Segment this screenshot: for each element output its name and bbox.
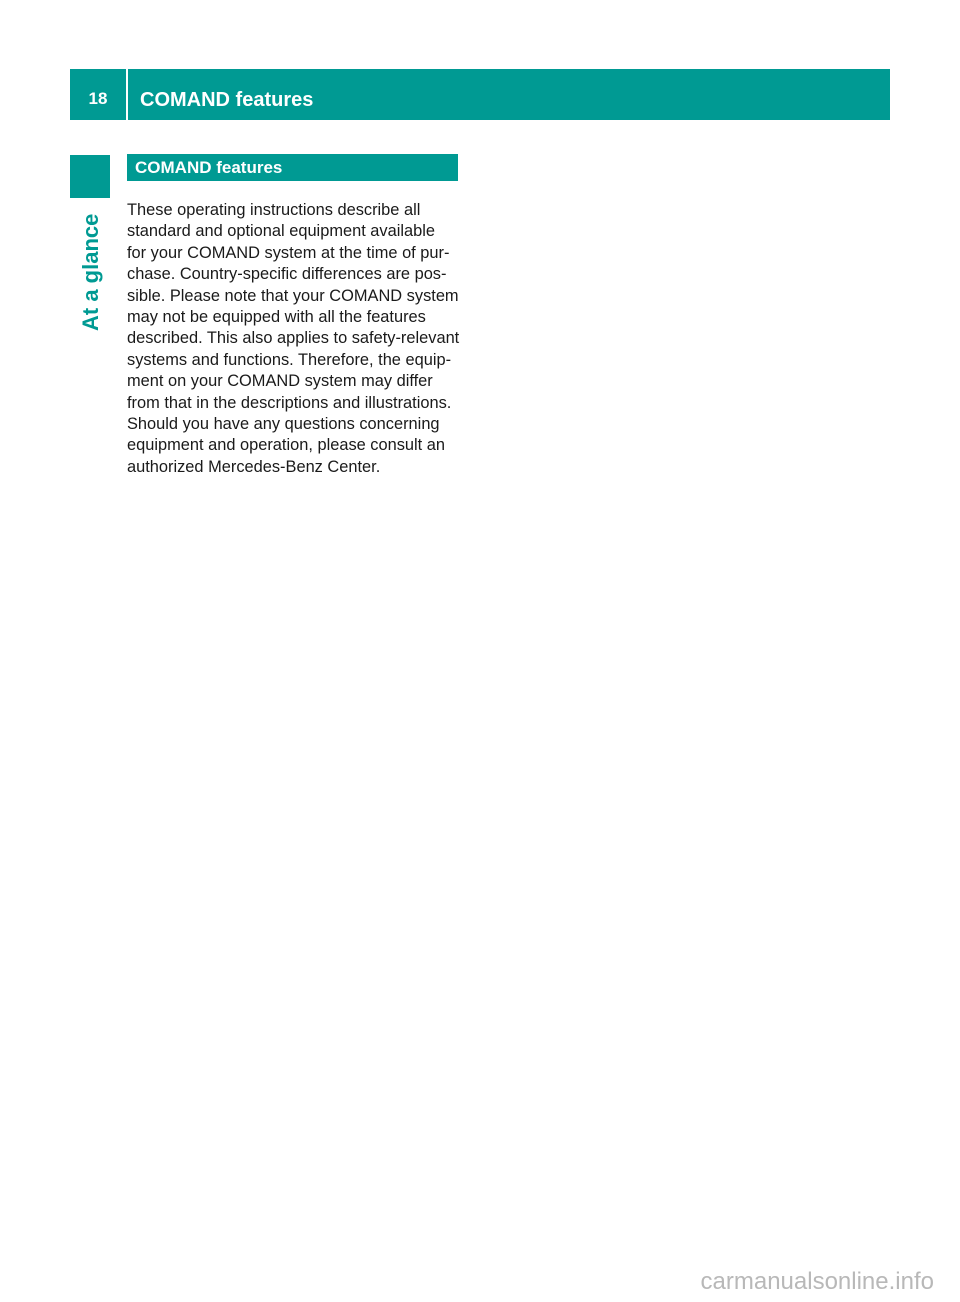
body-line: chase. Country-specific differences are pos- bbox=[127, 265, 447, 284]
side-tab-label: At a glance bbox=[78, 213, 103, 331]
chapter-title: COMAND features bbox=[140, 89, 314, 111]
watermark: carmanualsonline.info bbox=[700, 1268, 934, 1295]
section-body bbox=[127, 200, 467, 478]
side-tab-marker bbox=[70, 155, 110, 198]
body-line: ment on your COMAND system may differ bbox=[127, 372, 433, 391]
body-line: systems and functions. Therefore, the equip- bbox=[127, 350, 452, 369]
header-divider bbox=[126, 69, 128, 120]
body-line: These operating instructions describe all bbox=[127, 201, 421, 219]
body-line: for your COMAND system at the time of pur- bbox=[127, 243, 450, 262]
body-line: equipment and operation, please consult an bbox=[127, 436, 446, 455]
header-bar bbox=[70, 69, 890, 120]
body-line: described. This also applies to safety-relevant bbox=[127, 329, 460, 348]
body-line: sible. Please note that your COMAND system bbox=[127, 286, 459, 305]
body-line: authorized Mercedes-Benz Center. bbox=[127, 457, 381, 476]
page-number: 18 bbox=[88, 89, 108, 108]
body-line: Should you have any questions concerning bbox=[127, 414, 440, 433]
section-heading: COMAND features bbox=[127, 154, 458, 181]
body-line: from that in the descriptions and illustrations. bbox=[127, 393, 452, 412]
body-line: standard and optional equipment available bbox=[127, 222, 436, 241]
body-line: may not be equipped with all the features bbox=[127, 307, 426, 326]
